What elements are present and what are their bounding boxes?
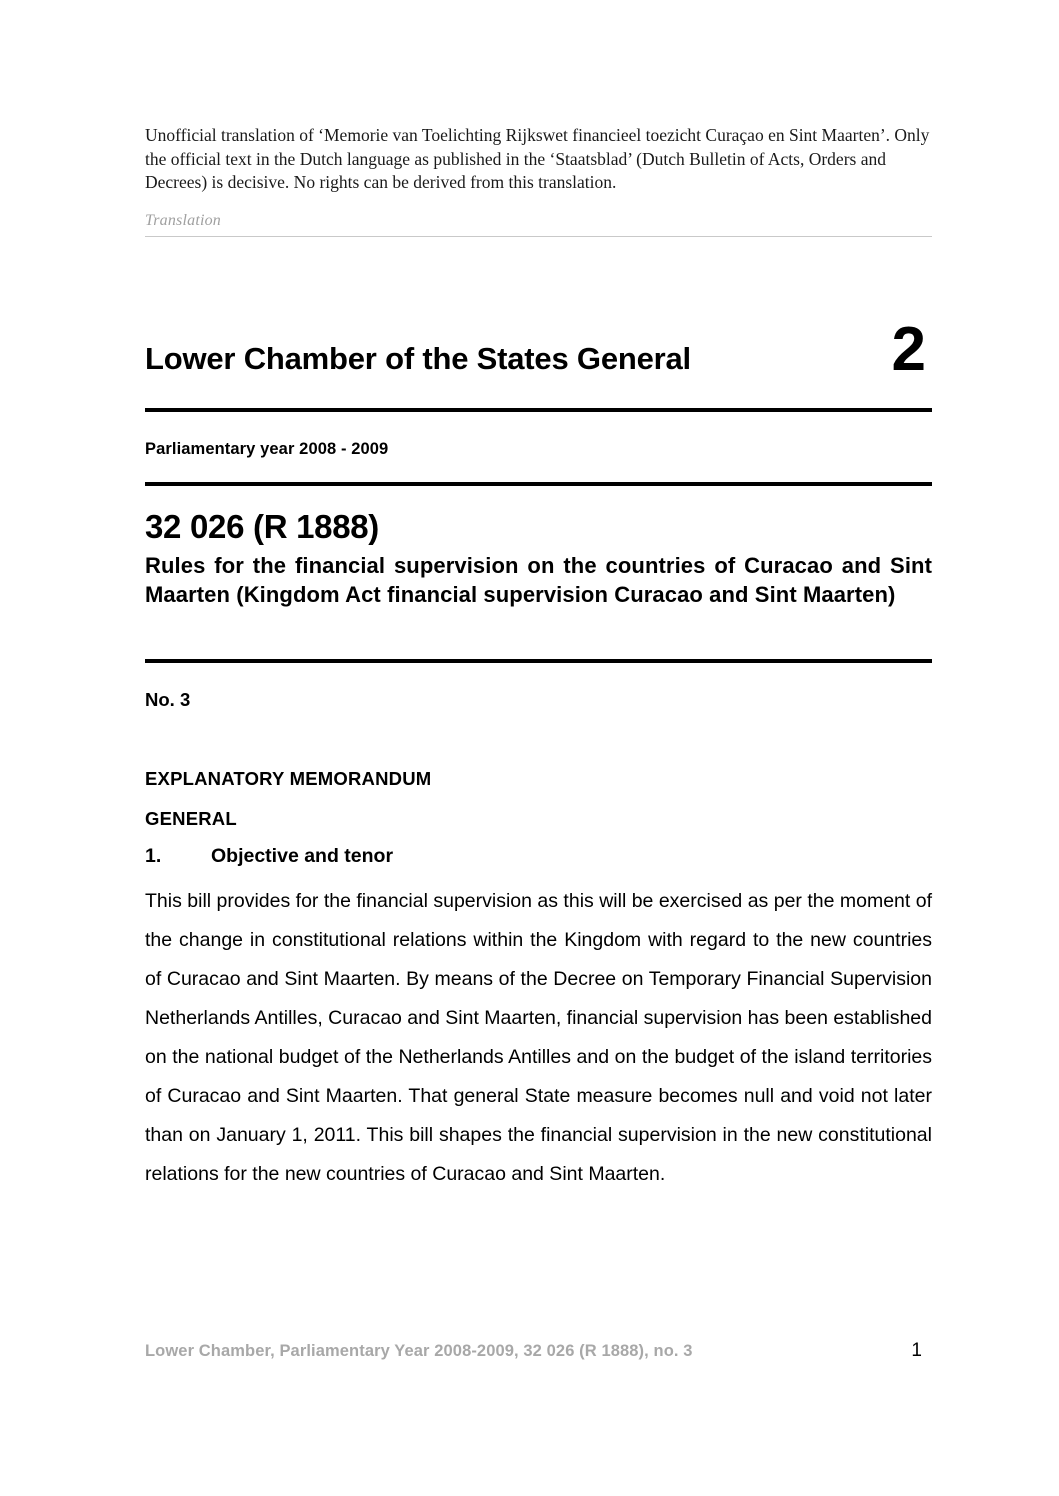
light-divider (145, 236, 932, 237)
bill-number: 32 026 (R 1888) (145, 508, 379, 545)
parliamentary-year: Parliamentary year 2008 - 2009 (145, 440, 389, 458)
masthead (145, 315, 932, 384)
masthead-title: Lower Chamber of the States General (145, 341, 691, 376)
page-footer (145, 1340, 932, 1362)
divider-above-parliamentary-year (145, 408, 932, 412)
heading-explanatory-memorandum: EXPLANATORY MEMORANDUM (145, 768, 432, 789)
heading-general: GENERAL (145, 808, 237, 829)
section-title: Objective and tenor (211, 845, 394, 867)
translation-watermark-label: Translation (145, 212, 222, 229)
masthead-chamber-number: 2 (891, 315, 926, 384)
section-number: 1. (145, 845, 162, 867)
page-content (145, 0, 932, 1496)
bill-title: Rules for the financial supervision on the countries of Curacao and Sint Maarten (Kingdom Act financial supervision Curacao and Sint Maarten) (145, 553, 932, 607)
document-number: No. 3 (145, 689, 191, 710)
section-heading (145, 845, 745, 868)
divider-below-bill-title (145, 659, 932, 663)
footer-page-number: 1 (911, 1340, 922, 1361)
translation-disclaimer: Unofficial translation of ‘Memorie van Toelichting Rijkswet financieel toezicht Curaçao en Sint Maarten’. Only the official text in the Dutch language as published in the ‘Staatsblad’ (Dutch Bulletin of Acts, Orders and Decrees) is decisive. No rights can be derived from this translation. (145, 125, 930, 192)
body-paragraph: This bill provides for the financial supervision as this will be exercised as per the moment of the change in constitutional relations within the Kingdom with regard to the new countries of Curacao and Sint Maarten. By means of the Decree on Temporary Financial Supervision Netherlands Antilles, Curacao and Sint Maarten, financial supervision has been established on the national budget of the Netherlands Antilles and on the budget of the island territories of Curacao and Sint Maarten. That general State measure becomes null and void not later than on January 1, 2011. This bill shapes the financial supervision in the new constitutional relations for the new countries of Curacao and Sint Maarten. (145, 890, 932, 1185)
footer-reference: Lower Chamber, Parliamentary Year 2008-2009, 32 026 (R 1888), no. 3 (145, 1342, 693, 1360)
divider-below-parliamentary-year (145, 482, 932, 486)
